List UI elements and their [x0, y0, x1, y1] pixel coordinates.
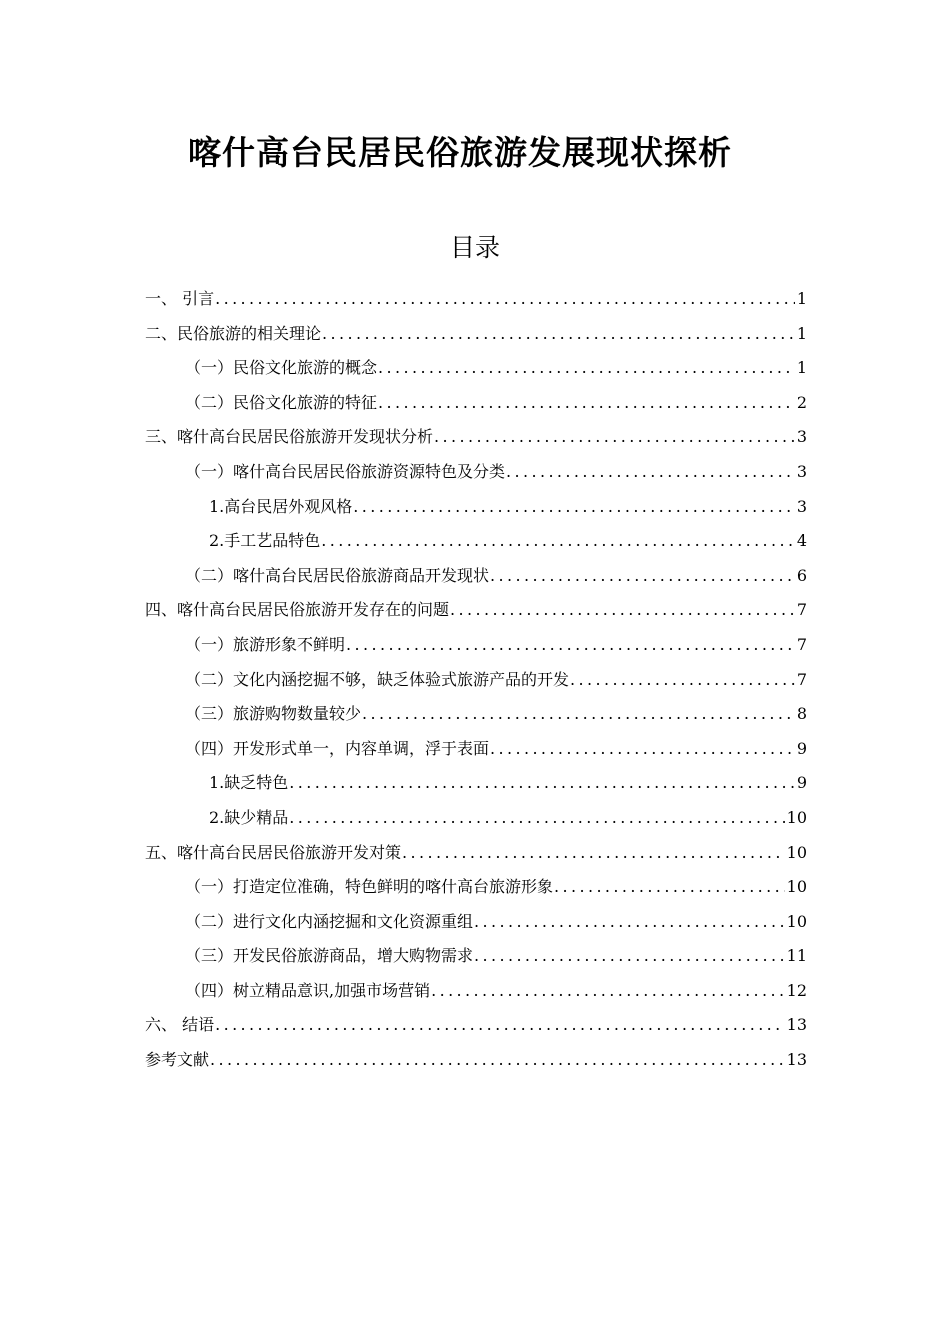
table-of-contents	[145, 282, 807, 1078]
toc-entry-page-number: 7	[796, 600, 807, 620]
toc-entry-title: 1.缺乏特色	[209, 773, 289, 793]
toc-dot-leader	[434, 420, 795, 455]
toc-entry-title: 1.高台民居外观风格	[209, 496, 353, 516]
toc-dot-leader	[362, 697, 795, 732]
toc-entry-page-number: 7	[796, 634, 807, 654]
toc-dot-leader	[346, 628, 795, 663]
toc-entry[interactable]	[145, 939, 807, 974]
toc-dot-leader	[490, 559, 795, 594]
toc-entry-title: （二）进行文化内涵挖掘和文化资源重组	[185, 911, 474, 931]
toc-entry-title: 三、喀什高台民居民俗旅游开发现状分析	[145, 427, 434, 447]
toc-dot-leader	[322, 317, 795, 352]
toc-dot-leader	[554, 870, 785, 905]
toc-dot-leader	[378, 351, 795, 386]
toc-dot-leader	[215, 1008, 785, 1043]
toc-entry[interactable]	[145, 524, 807, 559]
toc-dot-leader	[289, 766, 795, 801]
toc-dot-leader	[215, 282, 795, 317]
toc-entry-page-number: 4	[796, 531, 807, 551]
toc-entry-page-number: 13	[786, 1050, 807, 1070]
toc-dot-leader	[474, 905, 785, 940]
toc-entry-title: （三）旅游购物数量较少	[185, 704, 362, 724]
toc-entry-page-number: 1	[796, 289, 807, 308]
toc-entry-page-number: 3	[796, 427, 807, 447]
toc-entry[interactable]	[145, 663, 807, 698]
toc-dot-leader	[289, 801, 784, 836]
toc-entry[interactable]	[145, 455, 807, 490]
toc-entry-title: 四、喀什高台民居民俗旅游开发存在的问题	[145, 600, 450, 620]
toc-entry-page-number: 10	[786, 807, 807, 827]
toc-entry[interactable]	[145, 559, 807, 594]
toc-entry[interactable]	[145, 282, 807, 317]
toc-entry-title: （三）开发民俗旅游商品，增大购物需求	[185, 946, 474, 966]
toc-dot-leader	[431, 974, 785, 1009]
document-title: 喀什高台民居民俗旅游发展现状探析	[188, 133, 732, 172]
toc-entry-page-number: 2	[796, 392, 807, 412]
toc-entry-title: （一）打造定位准确，特色鲜明的喀什高台旅游形象	[185, 877, 554, 897]
toc-heading: 目录	[449, 233, 500, 262]
toc-dot-leader	[353, 490, 795, 525]
toc-entry-title: 2.缺少精品	[209, 807, 289, 827]
toc-entry[interactable]	[145, 836, 807, 871]
toc-entry-title: 一、 引言	[145, 289, 215, 308]
toc-entry[interactable]	[145, 732, 807, 767]
toc-entry-page-number: 10	[786, 911, 807, 931]
toc-dot-leader	[378, 386, 795, 421]
toc-dot-leader	[506, 455, 795, 490]
toc-entry[interactable]	[145, 628, 807, 663]
toc-entry[interactable]	[145, 801, 807, 836]
toc-entry-title: （一）喀什高台民居民俗旅游资源特色及分类	[185, 461, 506, 481]
toc-entry[interactable]	[145, 1043, 807, 1078]
toc-entry-page-number: 1	[796, 358, 807, 378]
toc-entry-page-number: 9	[796, 738, 807, 758]
toc-dot-leader	[474, 939, 785, 974]
toc-entry-page-number: 7	[796, 669, 807, 689]
toc-entry-page-number: 6	[796, 565, 807, 585]
toc-entry-page-number: 11	[786, 946, 807, 966]
toc-entry-title: 六、 结语	[145, 1015, 215, 1035]
toc-entry[interactable]	[145, 766, 807, 801]
toc-entry[interactable]	[145, 386, 807, 421]
toc-dot-leader	[210, 1043, 785, 1078]
toc-entry-page-number: 3	[796, 496, 807, 516]
toc-entry-title: （二）民俗文化旅游的特征	[185, 392, 378, 412]
toc-entry-title: （四）树立精品意识,加强市场营销	[185, 980, 431, 1000]
toc-entry[interactable]	[145, 317, 807, 352]
toc-entry[interactable]	[145, 593, 807, 628]
toc-dot-leader	[570, 663, 795, 698]
toc-entry-title: （二）文化内涵挖掘不够，缺乏体验式旅游产品的开发	[185, 669, 570, 689]
toc-entry[interactable]	[145, 870, 807, 905]
toc-entry[interactable]	[145, 351, 807, 386]
toc-entry-page-number: 1	[796, 323, 807, 343]
toc-entry-title: 二、民俗旅游的相关理论	[145, 323, 322, 343]
toc-entry-title: （四）开发形式单一，内容单调，浮于表面	[185, 738, 490, 758]
toc-entry[interactable]	[145, 905, 807, 940]
toc-entry-title: 五、喀什高台民居民俗旅游开发对策	[145, 842, 402, 862]
toc-entry-title: （二）喀什高台民居民俗旅游商品开发现状	[185, 565, 490, 585]
toc-entry-page-number: 10	[786, 877, 807, 897]
toc-entry-title: （一）旅游形象不鲜明	[185, 634, 346, 654]
toc-dot-leader	[321, 524, 795, 559]
toc-entry-page-number: 9	[796, 773, 807, 793]
toc-entry-title: （一）民俗文化旅游的概念	[185, 358, 378, 378]
toc-dot-leader	[402, 836, 785, 871]
toc-entry-page-number: 13	[786, 1015, 807, 1035]
toc-entry-title: 参考文献	[145, 1050, 210, 1070]
toc-entry[interactable]	[145, 490, 807, 525]
toc-entry[interactable]	[145, 420, 807, 455]
toc-entry-page-number: 3	[796, 461, 807, 481]
toc-entry[interactable]	[145, 974, 807, 1009]
toc-entry-page-number: 10	[786, 842, 807, 862]
toc-entry[interactable]	[145, 697, 807, 732]
toc-entry-page-number: 12	[786, 980, 807, 1000]
toc-dot-leader	[450, 593, 795, 628]
toc-entry-title: 2.手工艺品特色	[209, 531, 321, 551]
toc-entry-page-number: 8	[796, 704, 807, 724]
toc-dot-leader	[490, 732, 795, 767]
toc-entry[interactable]	[145, 1008, 807, 1043]
